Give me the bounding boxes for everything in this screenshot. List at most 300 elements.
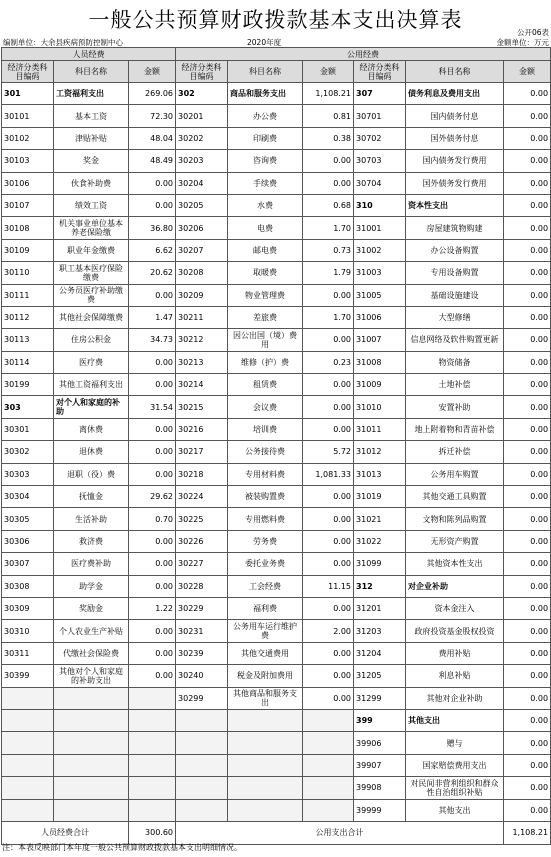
cell-name: 信息网络及软件购置更新 (406, 329, 504, 351)
col-name: 科目名称 (228, 61, 303, 83)
cell-amount (129, 687, 176, 709)
cell-name: 被装购置费 (228, 486, 303, 508)
cell-name: 委托业务费 (228, 553, 303, 575)
cell-amount: 0.00 (303, 329, 354, 351)
cell-amount: 0.00 (504, 172, 551, 194)
cell-name: 政府投资基金股权投资 (406, 620, 504, 642)
cell-name: 债务利息及费用支出 (406, 83, 504, 105)
cell-name (54, 777, 129, 799)
cell-code (2, 687, 54, 709)
table-row (2, 329, 551, 351)
cell-amount: 6.62 (129, 239, 176, 261)
footnote: 注：本表反映部门本年度一般公共预算财政拨款基本支出明细情况。 (2, 843, 242, 852)
cell-name: 其他资本性支出 (406, 553, 504, 575)
cell-name: 电费 (228, 217, 303, 239)
col-amount: 金额 (504, 61, 551, 83)
cell-name: 绩效工资 (54, 194, 129, 216)
table-row (2, 463, 551, 485)
cell-amount: 0.00 (504, 754, 551, 776)
cell-name: 文物和陈列品购置 (406, 508, 504, 530)
cell-amount: 0.00 (504, 441, 551, 463)
cell-name: 咨询费 (228, 150, 303, 172)
cell-code: 30225 (176, 508, 228, 530)
cell-code: 30704 (354, 172, 406, 194)
cell-code: 30304 (2, 486, 54, 508)
cell-amount: 72.30 (129, 105, 176, 127)
cell-name: 医疗费补助 (54, 553, 129, 575)
cell-name: 其他交通费用 (228, 642, 303, 664)
cell-amount: 0.00 (129, 172, 176, 194)
cell-name: 公务用车运行维护费 (228, 620, 303, 642)
form-code: 公开06表 (516, 28, 549, 37)
cell-amount: 5.72 (303, 441, 354, 463)
cell-code: 30228 (176, 575, 228, 597)
cell-code: 30399 (2, 665, 54, 687)
cell-name: 手续费 (228, 172, 303, 194)
cell-amount: 0.00 (129, 463, 176, 485)
cell-name (54, 709, 129, 731)
cell-name: 费用补贴 (406, 642, 504, 664)
cell-amount: 0.00 (504, 777, 551, 799)
cell-amount: 0.00 (129, 620, 176, 642)
cell-code: 30209 (176, 284, 228, 306)
cell-name: 拆迁补偿 (406, 441, 504, 463)
cell-amount: 0.00 (504, 575, 551, 597)
cell-name: 国内债务付息 (406, 105, 504, 127)
cell-code: 31003 (354, 262, 406, 284)
cell-name: 对企业补助 (406, 575, 504, 597)
cell-amount: 0.00 (303, 553, 354, 575)
cell-amount: 1.70 (303, 306, 354, 328)
cell-code (2, 732, 54, 754)
cell-amount: 0.00 (303, 284, 354, 306)
col-name: 科目名称 (406, 61, 504, 83)
cell-name: 退职（役）费 (54, 463, 129, 485)
cell-amount: 0.00 (504, 239, 551, 261)
cell-name: 专用燃料费 (228, 508, 303, 530)
cell-name (54, 799, 129, 821)
cell-amount: 0.00 (504, 351, 551, 373)
personnel-total-value: 300.60 (129, 821, 176, 844)
cell-code: 307 (354, 83, 406, 105)
cell-name: 资本金注入 (406, 597, 504, 619)
cell-amount: 0.00 (129, 374, 176, 396)
cell-name (228, 709, 303, 731)
cell-code: 30103 (2, 150, 54, 172)
cell-code: 30703 (354, 150, 406, 172)
table-row (2, 799, 551, 821)
cell-name: 物业管理费 (228, 284, 303, 306)
cell-code (176, 799, 228, 821)
cell-name: 助学金 (54, 575, 129, 597)
cell-name: 其他支出 (406, 799, 504, 821)
cell-amount: 0.00 (303, 172, 354, 194)
cell-name (54, 687, 129, 709)
cell-code: 31008 (354, 351, 406, 373)
cell-code: 310 (354, 194, 406, 216)
cell-name: 离休费 (54, 418, 129, 440)
cell-amount: 0.00 (129, 194, 176, 216)
cell-name: 邮电费 (228, 239, 303, 261)
cell-amount: 34.73 (129, 329, 176, 351)
cell-amount: 0.00 (504, 150, 551, 172)
cell-name: 大型修缮 (406, 306, 504, 328)
totals-row (2, 821, 551, 844)
cell-code: 39999 (354, 799, 406, 821)
cell-amount: 0.00 (504, 799, 551, 821)
table-row (2, 262, 551, 284)
cell-amount (129, 709, 176, 731)
table-row (2, 284, 551, 306)
cell-name: 国外债务发行费用 (406, 172, 504, 194)
table-row (2, 709, 551, 731)
table-row (2, 441, 551, 463)
cell-amount: 20.62 (129, 262, 176, 284)
cell-amount: 0.00 (504, 306, 551, 328)
col-amount: 金额 (303, 61, 354, 83)
cell-code: 31007 (354, 329, 406, 351)
personnel-header: 人员经费 (2, 48, 176, 61)
cell-code: 30107 (2, 194, 54, 216)
cell-code (2, 709, 54, 731)
cell-code: 30305 (2, 508, 54, 530)
cell-name: 代缴社会保险费 (54, 642, 129, 664)
cell-amount: 0.00 (504, 284, 551, 306)
cell-amount: 0.00 (504, 329, 551, 351)
cell-code: 30204 (176, 172, 228, 194)
cell-amount: 1,108.21 (303, 83, 354, 105)
cell-name: 会议费 (228, 396, 303, 418)
cell-name: 资本性支出 (406, 194, 504, 216)
personnel-total-label: 人员经费合计 (2, 821, 129, 844)
table-row (2, 194, 551, 216)
table-row (2, 351, 551, 373)
cell-code (176, 754, 228, 776)
cell-name: 房屋建筑物购建 (406, 217, 504, 239)
cell-code: 30224 (176, 486, 228, 508)
cell-name (228, 777, 303, 799)
cell-amount (303, 754, 354, 776)
cell-code: 30702 (354, 127, 406, 149)
cell-amount: 0.00 (129, 530, 176, 552)
cell-code: 31005 (354, 284, 406, 306)
cell-code: 31006 (354, 306, 406, 328)
cell-amount (303, 777, 354, 799)
cell-name: 其他对企业补助 (406, 687, 504, 709)
cell-amount (303, 709, 354, 731)
public-total-value: 1,108.21 (504, 821, 551, 844)
table-row (2, 642, 551, 664)
cell-name: 救济费 (54, 530, 129, 552)
cell-amount: 0.00 (504, 194, 551, 216)
cell-amount: 0.00 (504, 262, 551, 284)
cell-code: 31205 (354, 665, 406, 687)
cell-amount: 0.00 (504, 463, 551, 485)
cell-amount: 0.00 (129, 284, 176, 306)
cell-code: 30211 (176, 306, 228, 328)
cell-code: 30205 (176, 194, 228, 216)
cell-code: 31002 (354, 239, 406, 261)
cell-name: 国内债务发行费用 (406, 150, 504, 172)
cell-amount: 0.00 (303, 687, 354, 709)
cell-code: 30102 (2, 127, 54, 149)
cell-code (176, 732, 228, 754)
cell-code: 30299 (176, 687, 228, 709)
cell-code: 30108 (2, 217, 54, 239)
cell-name: 医疗费 (54, 351, 129, 373)
cell-code: 302 (176, 83, 228, 105)
cell-code: 30301 (2, 418, 54, 440)
cell-code: 31299 (354, 687, 406, 709)
cell-name: 其他交通工具购置 (406, 486, 504, 508)
table-row (2, 172, 551, 194)
cell-amount: 0.00 (129, 441, 176, 463)
cell-amount: 0.00 (129, 553, 176, 575)
cell-code: 30113 (2, 329, 54, 351)
cell-amount: 0.00 (504, 374, 551, 396)
cell-code: 30202 (176, 127, 228, 149)
cell-amount: 0.81 (303, 105, 354, 127)
cell-amount: 0.68 (303, 194, 354, 216)
cell-code: 312 (354, 575, 406, 597)
cell-amount: 31.54 (129, 396, 176, 418)
cell-amount (129, 799, 176, 821)
cell-name: 公务员医疗补助缴费 (54, 284, 129, 306)
cell-name: 赠与 (406, 732, 504, 754)
cell-name: 国家赔偿费用支出 (406, 754, 504, 776)
cell-code: 30199 (2, 374, 54, 396)
cell-amount: 0.00 (504, 709, 551, 731)
cell-name: 福利费 (228, 597, 303, 619)
cell-name: 工会经费 (228, 575, 303, 597)
table-row (2, 530, 551, 552)
cell-name (54, 732, 129, 754)
cell-code: 30240 (176, 665, 228, 687)
cell-code: 30214 (176, 374, 228, 396)
cell-amount: 0.00 (504, 217, 551, 239)
cell-name: 其他社会保障缴费 (54, 306, 129, 328)
cell-code: 39907 (354, 754, 406, 776)
cell-code: 30226 (176, 530, 228, 552)
cell-code (176, 709, 228, 731)
cell-amount: 0.00 (504, 508, 551, 530)
cell-name: 商品和服务支出 (228, 83, 303, 105)
cell-code: 31204 (354, 642, 406, 664)
table-row (2, 777, 551, 799)
cell-code: 30206 (176, 217, 228, 239)
cell-code: 30701 (354, 105, 406, 127)
cell-amount: 0.00 (504, 597, 551, 619)
cell-code (2, 777, 54, 799)
cell-name: 差旅费 (228, 306, 303, 328)
cell-name: 奖励金 (54, 597, 129, 619)
col-name: 科目名称 (54, 61, 129, 83)
cell-name (228, 799, 303, 821)
cell-code: 31201 (354, 597, 406, 619)
cell-amount: 48.49 (129, 150, 176, 172)
cell-code: 301 (2, 83, 54, 105)
table-row (2, 83, 551, 105)
cell-code: 30303 (2, 463, 54, 485)
cell-name: 办公设备购置 (406, 239, 504, 261)
cell-name: 对个人和家庭的补助 (54, 396, 129, 418)
cell-amount: 0.70 (129, 508, 176, 530)
cell-amount: 0.00 (303, 642, 354, 664)
cell-code: 31009 (354, 374, 406, 396)
cell-code: 30218 (176, 463, 228, 485)
cell-amount: 48.04 (129, 127, 176, 149)
cell-amount (129, 777, 176, 799)
cell-amount: 0.00 (129, 642, 176, 664)
cell-code: 399 (354, 709, 406, 731)
cell-code: 30212 (176, 329, 228, 351)
cell-amount: 0.00 (504, 687, 551, 709)
cell-code: 30112 (2, 306, 54, 328)
cell-code: 31203 (354, 620, 406, 642)
table-row (2, 486, 551, 508)
cell-name: 印刷费 (228, 127, 303, 149)
cell-code: 31022 (354, 530, 406, 552)
cell-amount: 0.00 (129, 665, 176, 687)
public-total-label: 公用支出合计 (176, 821, 504, 844)
cell-amount: 1.47 (129, 306, 176, 328)
cell-name: 职工基本医疗保险缴费 (54, 262, 129, 284)
cell-code: 30309 (2, 597, 54, 619)
cell-code: 30307 (2, 553, 54, 575)
cell-name: 其他支出 (406, 709, 504, 731)
cell-amount: 0.00 (303, 665, 354, 687)
cell-amount: 2.00 (303, 620, 354, 642)
cell-name: 奖金 (54, 150, 129, 172)
cell-amount: 0.00 (504, 396, 551, 418)
cell-name (54, 754, 129, 776)
cell-amount: 1.79 (303, 262, 354, 284)
col-code: 经济分类科目编码 (176, 61, 228, 83)
cell-code: 30302 (2, 441, 54, 463)
cell-name: 生活补助 (54, 508, 129, 530)
cell-amount: 0.00 (303, 486, 354, 508)
cell-code: 31013 (354, 463, 406, 485)
cell-amount: 0.00 (303, 508, 354, 530)
cell-amount: 0.00 (504, 732, 551, 754)
col-code: 经济分类科目编码 (2, 61, 54, 83)
cell-code: 30207 (176, 239, 228, 261)
cell-code: 39908 (354, 777, 406, 799)
cell-code: 30216 (176, 418, 228, 440)
table-row (2, 396, 551, 418)
compiling-unit: 编制单位：大余县疾病预防控制中心 (3, 38, 123, 47)
cell-amount: 0.00 (504, 418, 551, 440)
table-row (2, 508, 551, 530)
cell-name: 伙食补助费 (54, 172, 129, 194)
cell-name: 公务用车购置 (406, 463, 504, 485)
cell-name: 抚恤金 (54, 486, 129, 508)
cell-code: 30201 (176, 105, 228, 127)
cell-code: 30227 (176, 553, 228, 575)
amount-unit: 金额单位：万元 (496, 38, 549, 47)
cell-name: 无形资产购置 (406, 530, 504, 552)
col-amount: 金额 (129, 61, 176, 83)
table-row (2, 665, 551, 687)
cell-name: 国外债务付息 (406, 127, 504, 149)
cell-code: 30310 (2, 620, 54, 642)
cell-name: 工资福利支出 (54, 83, 129, 105)
cell-code: 30229 (176, 597, 228, 619)
cell-code (176, 777, 228, 799)
cell-amount: 269.06 (129, 83, 176, 105)
cell-amount: 0.23 (303, 351, 354, 373)
cell-name: 培训费 (228, 418, 303, 440)
cell-name: 对民间非营利组织和群众性自治组织补贴 (406, 777, 504, 799)
cell-name (228, 732, 303, 754)
cell-amount: 0.00 (129, 418, 176, 440)
cell-name: 因公出国（境）费用 (228, 329, 303, 351)
table-row (2, 127, 551, 149)
cell-amount: 1.70 (303, 217, 354, 239)
cell-amount: 0.00 (303, 530, 354, 552)
cell-name: 劳务费 (228, 530, 303, 552)
cell-name: 租赁费 (228, 374, 303, 396)
cell-name: 个人农业生产补贴 (54, 620, 129, 642)
cell-name: 基础设施建设 (406, 284, 504, 306)
cell-code: 31099 (354, 553, 406, 575)
cell-name: 公务接待费 (228, 441, 303, 463)
table-row (2, 239, 551, 261)
cell-amount (129, 754, 176, 776)
cell-amount: 29.62 (129, 486, 176, 508)
cell-amount: 0.00 (504, 553, 551, 575)
cell-amount: 11.15 (303, 575, 354, 597)
cell-code: 30306 (2, 530, 54, 552)
cell-name: 安置补助 (406, 396, 504, 418)
cell-code: 30231 (176, 620, 228, 642)
cell-code: 30106 (2, 172, 54, 194)
cell-code: 31011 (354, 418, 406, 440)
cell-name: 税金及附加费用 (228, 665, 303, 687)
cell-name: 职业年金缴费 (54, 239, 129, 261)
cell-code (2, 799, 54, 821)
cell-code: 30213 (176, 351, 228, 373)
table-row (2, 754, 551, 776)
cell-name: 基本工资 (54, 105, 129, 127)
cell-amount: 0.00 (504, 665, 551, 687)
cell-name: 利息补贴 (406, 665, 504, 687)
cell-amount: 0.00 (504, 530, 551, 552)
cell-amount: 1,081.33 (303, 463, 354, 485)
cell-amount: 0.00 (303, 396, 354, 418)
cell-amount: 1.22 (129, 597, 176, 619)
cell-code: 30111 (2, 284, 54, 306)
cell-amount: 0.00 (504, 105, 551, 127)
cell-code: 30215 (176, 396, 228, 418)
cell-code: 30114 (2, 351, 54, 373)
cell-amount: 0.00 (504, 486, 551, 508)
cell-code: 30101 (2, 105, 54, 127)
table-row (2, 620, 551, 642)
cell-name: 其他商品和服务支出 (228, 687, 303, 709)
table-row (2, 374, 551, 396)
cell-amount: 0.00 (303, 597, 354, 619)
table-row (2, 418, 551, 440)
cell-amount: 0.38 (303, 127, 354, 149)
cell-name: 地上附着物和青苗补偿 (406, 418, 504, 440)
cell-name (228, 754, 303, 776)
table-row (2, 306, 551, 328)
cell-name: 机关事业单位基本养老保险缴 (54, 217, 129, 239)
cell-amount: 0.00 (129, 575, 176, 597)
cell-code: 30239 (176, 642, 228, 664)
cell-amount: 0.00 (504, 620, 551, 642)
